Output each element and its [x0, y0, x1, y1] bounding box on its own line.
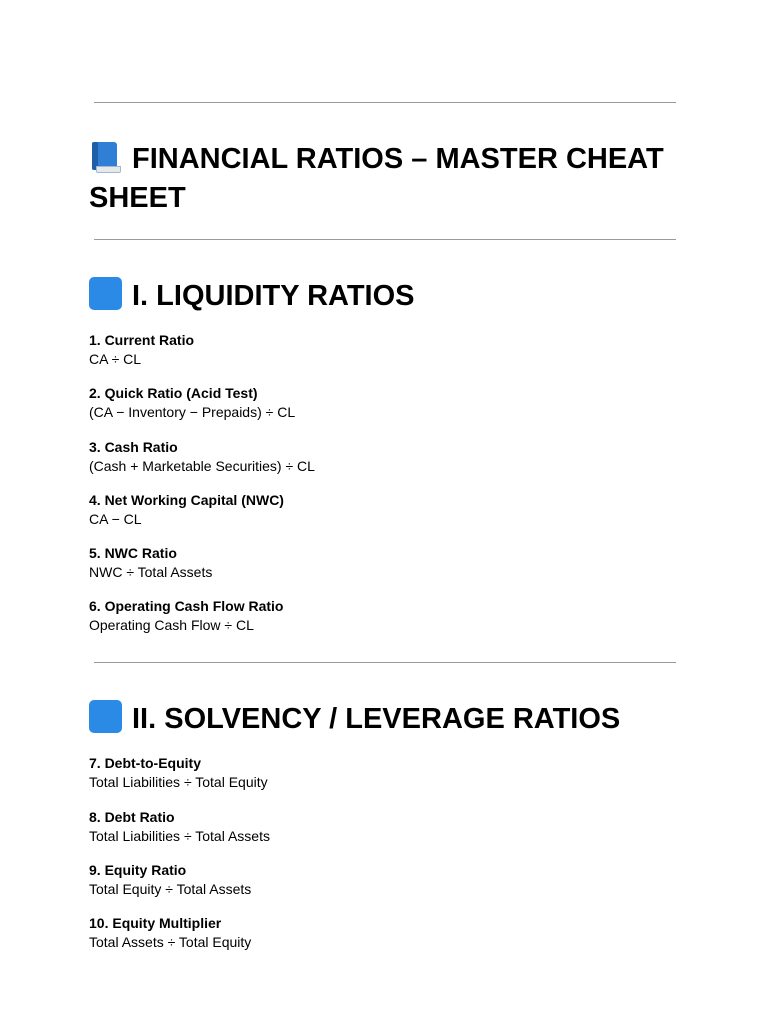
ratio-name: 5. NWC Ratio [89, 545, 177, 561]
ratio-name: 3. Cash Ratio [89, 439, 178, 455]
horizontal-divider [94, 102, 676, 103]
ratio-name: 9. Equity Ratio [89, 862, 187, 878]
document-title-text: FINANCIAL RATIOS – MASTER CHEAT SHEET [89, 143, 664, 214]
ratio-formula: NWC ÷ Total Assets [89, 564, 213, 580]
blue-square-icon [89, 277, 122, 310]
ratio-item [89, 808, 689, 846]
document-title [89, 140, 689, 218]
ratio-formula: CA ÷ CL [89, 351, 142, 367]
horizontal-divider [94, 239, 676, 240]
ratio-formula: Total Equity ÷ Total Assets [89, 881, 252, 897]
ratio-item [89, 754, 689, 792]
ratio-name: 6. Operating Cash Flow Ratio [89, 598, 284, 614]
ratio-item [89, 914, 689, 952]
section-heading-text: II. SOLVENCY / LEVERAGE RATIOS [132, 703, 621, 735]
section-heading-text: I. LIQUIDITY RATIOS [132, 280, 415, 312]
ratio-formula: (Cash + Marketable Securities) ÷ CL [89, 458, 315, 474]
ratio-item [89, 597, 689, 635]
ratio-name: 1. Current Ratio [89, 332, 195, 348]
ratio-name: 2. Quick Ratio (Acid Test) [89, 385, 258, 401]
section-heading-solvency [89, 700, 620, 737]
ratio-item [89, 331, 689, 369]
ratio-formula: Operating Cash Flow ÷ CL [89, 617, 254, 633]
ratio-formula: CA − CL [89, 511, 142, 527]
ratio-name: 8. Debt Ratio [89, 809, 175, 825]
ratio-item [89, 438, 689, 476]
ratio-item [89, 384, 689, 422]
ratio-formula: Total Liabilities ÷ Total Equity [89, 774, 268, 790]
ratio-formula: (CA − Inventory − Prepaids) ÷ CL [89, 404, 296, 420]
ratio-item [89, 544, 689, 582]
ratio-name: 7. Debt-to-Equity [89, 755, 201, 771]
blue-square-icon [89, 700, 122, 733]
blue-book-icon [89, 141, 122, 172]
horizontal-divider [94, 662, 676, 663]
section-heading-liquidity [89, 277, 415, 314]
ratio-name: 4. Net Working Capital (NWC) [89, 492, 284, 508]
ratio-item [89, 491, 689, 529]
ratio-name: 10. Equity Multiplier [89, 915, 222, 931]
ratio-item [89, 861, 689, 899]
ratio-formula: Total Assets ÷ Total Equity [89, 934, 252, 950]
ratio-formula: Total Liabilities ÷ Total Assets [89, 828, 270, 844]
